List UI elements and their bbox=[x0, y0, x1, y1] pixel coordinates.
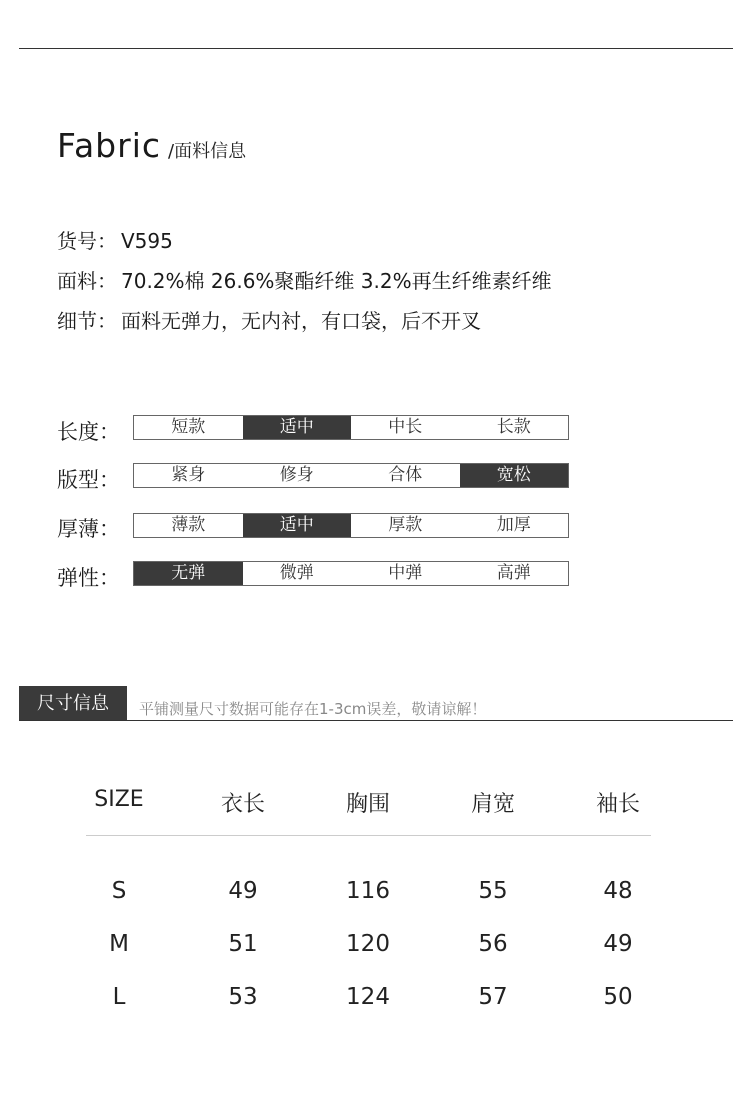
info-label: 货号： bbox=[57, 229, 117, 253]
table-cell: 116 bbox=[346, 878, 390, 904]
size-divider bbox=[19, 720, 733, 721]
table-cell: S bbox=[111, 878, 127, 904]
attr-option-selected: 适中 bbox=[243, 514, 352, 537]
size-note: 平铺测量尺寸数据可能存在1-3cm误差，敬请谅解！ bbox=[139, 700, 487, 718]
table-cell: M bbox=[109, 931, 129, 957]
attr-option: 中长 bbox=[388, 417, 423, 437]
attr-option: 高弹 bbox=[496, 563, 531, 583]
table-cell: L bbox=[112, 984, 126, 1010]
info-label: 面料： bbox=[57, 269, 117, 293]
attr-bar-elasticity bbox=[133, 561, 569, 586]
info-value: 70.2%棉 26.6%聚酯纤维 3.2%再生纤维素纤维 bbox=[121, 269, 552, 293]
attr-option: 紧身 bbox=[171, 465, 206, 485]
table-cell: 124 bbox=[346, 984, 390, 1010]
table-cell: 57 bbox=[478, 984, 508, 1010]
attr-label-elasticity: 弹性： bbox=[57, 566, 120, 590]
size-info-tab: 尺寸信息 bbox=[19, 686, 127, 721]
table-cell: 49 bbox=[603, 931, 633, 957]
top-divider bbox=[19, 48, 733, 49]
table-cell: 55 bbox=[478, 878, 508, 904]
attr-label-thickness: 厚薄： bbox=[57, 517, 120, 541]
attr-option-selected: 无弹 bbox=[134, 562, 243, 585]
attr-option: 短款 bbox=[171, 417, 206, 437]
attr-option: 中弹 bbox=[388, 563, 423, 583]
fabric-subtitle: /面料信息 bbox=[168, 141, 247, 162]
attr-option: 薄款 bbox=[171, 515, 206, 535]
info-label: 细节： bbox=[57, 309, 117, 333]
attr-option: 修身 bbox=[279, 465, 314, 485]
table-header-sleeve: 袖长 bbox=[595, 792, 640, 817]
attr-option: 长款 bbox=[496, 417, 531, 437]
table-cell: 49 bbox=[228, 878, 258, 904]
attr-option: 厚款 bbox=[388, 515, 423, 535]
table-cell: 51 bbox=[228, 931, 258, 957]
info-value: V595 bbox=[121, 229, 173, 253]
fabric-title: Fabric bbox=[57, 126, 162, 165]
attr-option-selected: 适中 bbox=[243, 416, 352, 439]
attr-bar-fit bbox=[133, 463, 569, 488]
attr-bar-length bbox=[133, 415, 569, 440]
info-details bbox=[57, 305, 481, 334]
table-header-divider bbox=[86, 835, 651, 836]
table-header-chest: 胸围 bbox=[345, 792, 390, 817]
table-header-shoulder: 肩宽 bbox=[470, 792, 515, 817]
info-fabric bbox=[57, 265, 552, 294]
attr-option: 微弹 bbox=[279, 563, 314, 583]
table-cell: 53 bbox=[228, 984, 258, 1010]
info-item-no bbox=[57, 225, 173, 254]
table-cell: 56 bbox=[478, 931, 508, 957]
table-cell: 120 bbox=[346, 931, 390, 957]
attr-option: 合体 bbox=[388, 465, 423, 485]
table-header-length: 衣长 bbox=[220, 792, 265, 817]
table-header-size: SIZE bbox=[94, 787, 144, 812]
attr-label-fit: 版型： bbox=[57, 468, 120, 492]
info-value: 面料无弹力，无内衬，有口袋，后不开叉 bbox=[121, 309, 481, 333]
table-cell: 48 bbox=[603, 878, 633, 904]
attr-label-length: 长度： bbox=[57, 420, 120, 444]
table-cell: 50 bbox=[603, 984, 633, 1010]
attr-option-selected: 宽松 bbox=[460, 464, 569, 487]
attr-option: 加厚 bbox=[496, 515, 531, 535]
attr-bar-thickness bbox=[133, 513, 569, 538]
